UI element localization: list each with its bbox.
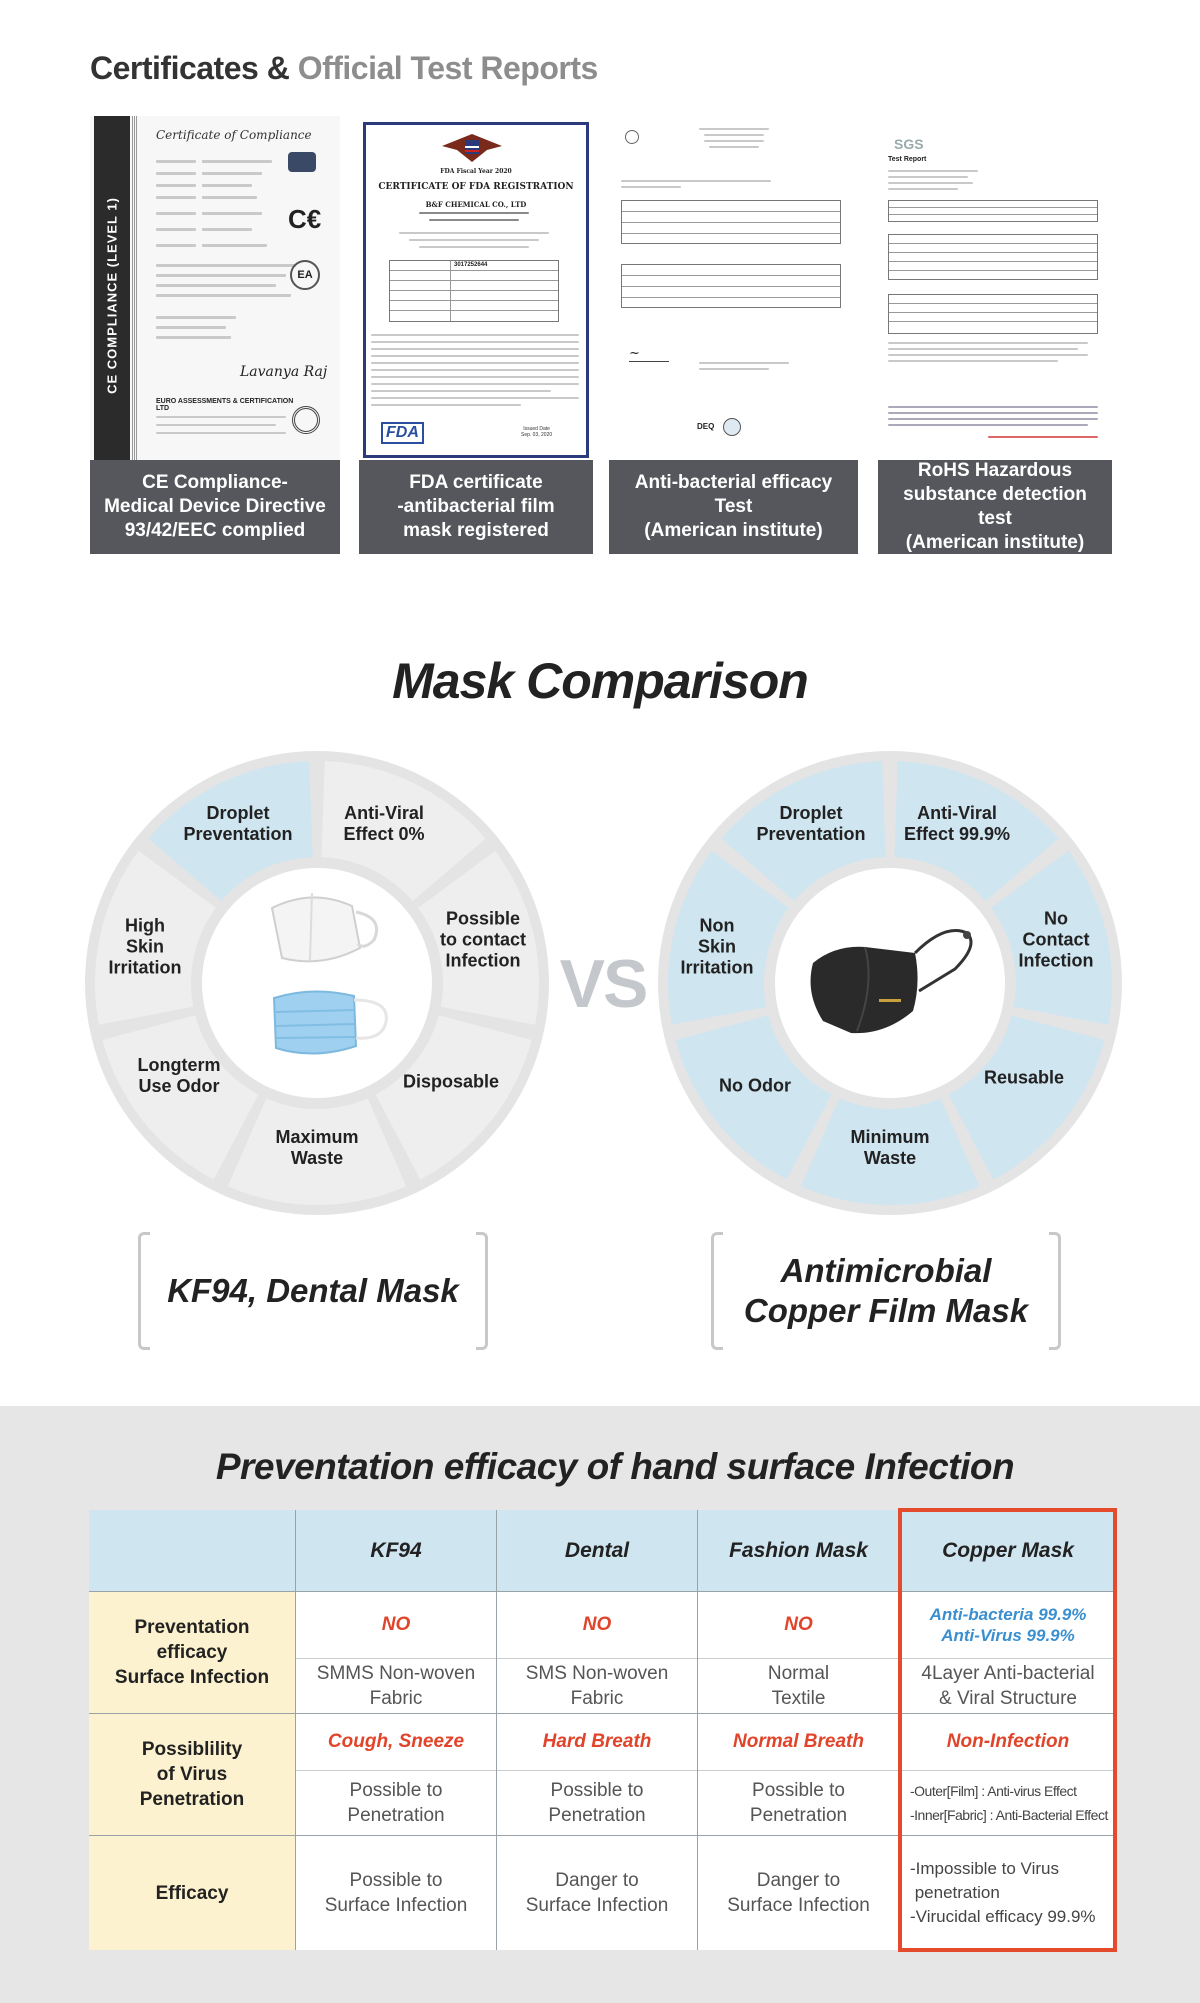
fda-reg-number: 3017252644 (454, 262, 488, 268)
table-cell: Normal Textile (698, 1658, 900, 1714)
left-segment-odor: Longterm Use Odor (137, 1055, 221, 1096)
table-cell: Possible to Penetration (296, 1770, 497, 1836)
table-corner-cell (89, 1510, 296, 1592)
right-segment-skin: Non Skin Irritation (680, 915, 754, 978)
lab-logo-icon (625, 130, 639, 144)
table-cell: 4Layer Anti-bacterial & Viral Structure (900, 1658, 1116, 1714)
caption-text: CE Compliance- Medical Device Directive 93/42/EEC complied (104, 472, 326, 541)
copper-column-highlight (898, 1508, 1117, 1952)
caption-text: FDA certificate -antibacterial film mask registered (397, 472, 555, 541)
table-cell: Non-Infection (946, 1731, 1070, 1752)
left-segment-droplet: Droplet Preventation (183, 803, 293, 844)
right-segment-odor: No Odor (719, 1075, 791, 1096)
signature-icon: ~ (629, 346, 669, 362)
row-header-penetration: Possiblility of Virus Penetration (89, 1714, 296, 1836)
eagle-flag-icon (437, 126, 507, 166)
fda-registration-table (389, 260, 559, 322)
column-header-dental: Dental (497, 1510, 698, 1592)
column-header-kf94: KF94 (296, 1510, 497, 1592)
vs-label: VS (559, 946, 647, 1022)
left-segment-skin: High Skin Irritation (108, 915, 182, 978)
certificate-card-antibacterial[interactable] (609, 116, 858, 554)
ce-stamp-icon (292, 406, 320, 434)
kf94-dental-wheel (82, 748, 552, 1218)
table-cell: Cough, Sneeze (296, 1714, 497, 1770)
kf94-dental-mask-illustration (252, 888, 392, 1078)
table-cell: NO (497, 1592, 698, 1658)
table-cell: Possible to Penetration (497, 1770, 698, 1836)
right-segment-anti-viral: Anti-Viral Effect 99.9% (903, 803, 1011, 844)
row-header-preventation: Preventation efficacy Surface Infection (89, 1592, 296, 1714)
antibacterial-report-document (609, 116, 858, 460)
right-segment-waste: Minimum Waste (850, 1127, 930, 1168)
right-segment-reusable: Reusable (983, 1067, 1065, 1088)
fda-certificate-document (359, 116, 593, 460)
fda-doc-top: FDA Fiscal Year 2020 (440, 168, 512, 175)
table-cell: SMMS Non-woven Fabric (296, 1658, 497, 1714)
efficacy-title: Preventation efficacy of hand surface Infection (215, 1446, 1015, 1487)
rohs-doc-heading: Test Report (888, 156, 927, 163)
copper-mask-illustration (795, 923, 985, 1053)
certificate-list (90, 116, 1112, 554)
kf94-dental-label-box (138, 1232, 488, 1350)
ce-footer: EURO ASSESSMENTS & CERTIFICATION LTD (156, 398, 294, 412)
caption-text: RoHS Hazardous substance detection test (American institute) (903, 460, 1087, 553)
table-cell: NO (698, 1592, 900, 1658)
table-cell: Normal Breath (698, 1714, 900, 1770)
table-cell: -Outer[Film] : Anti-virus Effect -Inner[Fabric] : Anti-Bacterial Effect (900, 1770, 1116, 1836)
ce-certificate-document (90, 116, 340, 460)
row-header-efficacy: Efficacy (89, 1836, 296, 1950)
right-segment-droplet: Droplet Preventation (756, 803, 866, 844)
certificate-card-rohs[interactable] (878, 116, 1112, 554)
fda-doc-heading: CERTIFICATE OF FDA REGISTRATION (378, 182, 574, 192)
deq-logo: DEQ (697, 422, 715, 431)
ukas-logo-icon (288, 152, 316, 172)
table-cell: SMS Non-woven Fabric (497, 1658, 698, 1714)
fda-logo: FDA (381, 422, 424, 444)
institute-seal-icon (723, 418, 741, 436)
table-cell: Anti-bacteria 99.9% Anti-Virus 99.9% (929, 1605, 1087, 1645)
antibacterial-table-2 (621, 264, 841, 308)
ce-side-text: CE COMPLIANCE (LEVEL 1) (104, 197, 120, 394)
table-cell: Hard Breath (497, 1714, 698, 1770)
copper-mask-label-box (711, 1232, 1061, 1350)
certificate-card-ce[interactable] (90, 116, 340, 554)
table-cell: Possible to Penetration (698, 1770, 900, 1836)
ce-doc-heading: Certificate of Compliance (156, 128, 312, 142)
table-cell: Danger to Surface Infection (497, 1836, 698, 1950)
ce-signer: Lavanya Raj (240, 364, 328, 380)
left-segment-contact-infection: Possible to contact Infection (439, 908, 526, 971)
certificate-caption-rohs (878, 460, 1112, 554)
certificate-caption-antibacterial (609, 460, 858, 554)
antibacterial-table-1 (621, 200, 841, 244)
ea-seal-icon: EA (290, 260, 320, 290)
left-segment-waste: Maximum Waste (275, 1127, 359, 1168)
rohs-report-document (878, 116, 1112, 460)
right-segment-contact-infection: No Contact Infection (1018, 908, 1094, 971)
copper-mask-label: Antimicrobial Copper Film Mask (743, 1252, 1029, 1329)
certificates-title (90, 50, 598, 87)
certificate-caption-fda (359, 460, 593, 554)
left-segment-anti-viral: Anti-Viral Effect 0% (343, 803, 425, 844)
column-header-copper: Copper Mask (900, 1510, 1116, 1592)
sgs-logo: SGS (894, 136, 924, 152)
fda-company: B&F CHEMICAL CO., LTD (425, 200, 527, 209)
ce-guilloche (132, 116, 138, 460)
table-cell: -Impossible to Virus penetration -Virucidal efficacy 99.9% (910, 1859, 1096, 1926)
certificate-caption-ce (90, 460, 340, 554)
certificates-title-light: Official Test Reports (297, 50, 598, 86)
table-cell: Possible to Surface Infection (296, 1836, 497, 1950)
certificates-title-dark: Certificates & (90, 50, 290, 86)
column-header-fashion: Fashion Mask (698, 1510, 900, 1592)
kf94-dental-label: KF94, Dental Mask (167, 1272, 459, 1309)
fda-issued: Issued Date Sep. 03, 2020 (521, 426, 553, 438)
table-cell: NO (296, 1592, 497, 1658)
certificate-card-fda[interactable] (359, 116, 593, 554)
copper-mask-wheel (655, 748, 1125, 1218)
caption-text: Anti-bacterial efficacy Test (American institute) (634, 472, 833, 541)
left-segment-disposable: Disposable (402, 1071, 500, 1092)
table-cell: Danger to Surface Infection (698, 1836, 900, 1950)
ce-mark-icon: C€ (288, 204, 322, 234)
mask-comparison-title: Mask Comparison (392, 653, 808, 709)
